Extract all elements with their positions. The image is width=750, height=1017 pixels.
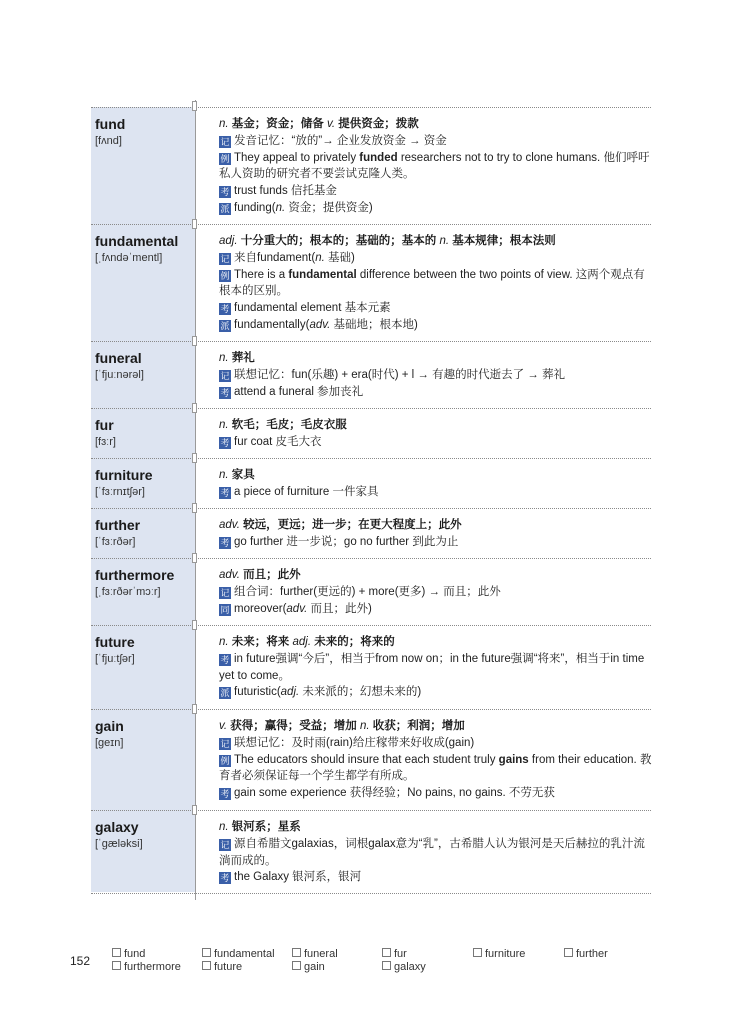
entry-fund <box>91 107 651 224</box>
definition <box>219 634 653 651</box>
text-span: fundamental element 基本元素 <box>234 302 391 315</box>
headword: further <box>95 517 141 533</box>
headword-block <box>95 417 193 449</box>
checkbox-icon[interactable] <box>202 948 211 957</box>
headword: furniture <box>95 467 153 483</box>
headword-block <box>95 567 193 599</box>
text-span: go further 进一步说；go no further 到此为止 <box>234 535 459 548</box>
text-span: 基本规律；根本法则 <box>449 235 556 247</box>
text-span: in future强调“今后”，相当于from now on；in the future强调“将来”，相当于in time yet to come。 <box>219 652 645 682</box>
label-badge-考: 考 <box>220 487 230 498</box>
text-span: They appeal to privately <box>234 151 360 164</box>
label-badge-记: 记 <box>220 738 230 749</box>
definition <box>219 350 653 367</box>
entry-galaxy <box>91 810 651 894</box>
text-span: 资金；提供资金) <box>285 201 373 214</box>
footer-word-gain[interactable] <box>292 961 325 973</box>
phonetic: [fɜːr] <box>95 436 116 448</box>
part-of-speech: n. <box>359 720 370 732</box>
entry-line <box>219 150 653 184</box>
label-badge-记: 记 <box>220 587 230 598</box>
page-number: 152 <box>70 954 91 968</box>
footer-word-label: galaxy <box>394 961 426 973</box>
headword-block <box>95 634 193 666</box>
text-span: difference between the two points of view. 这两个观点有根本的区别。 <box>219 268 645 298</box>
row-marker <box>192 503 197 513</box>
label-badge-考: 考 <box>220 387 230 398</box>
entry-line <box>219 267 653 301</box>
part-of-speech: n. <box>275 201 286 214</box>
headword: gain <box>95 718 124 734</box>
entry-line <box>219 484 653 501</box>
definition <box>219 467 653 484</box>
definition <box>219 233 653 250</box>
text-span: 葬礼 <box>228 352 255 364</box>
entry-line <box>219 434 653 451</box>
entry-body <box>219 467 653 501</box>
footer-word-label: furthermore <box>124 961 181 973</box>
definition <box>219 819 653 836</box>
entry-line <box>219 752 653 786</box>
definition <box>219 417 653 434</box>
text-span: 十分重大的；根本的；基础的；基本的 <box>237 235 440 247</box>
headword-block <box>95 116 193 148</box>
checkbox-icon[interactable] <box>202 961 211 970</box>
label-badge-同: 同 <box>220 604 230 615</box>
text-span: trust funds 信托基金 <box>234 185 337 198</box>
text-span: attend a funeral 参加丧礼 <box>234 385 364 398</box>
text-span: 源自希腊文galaxias，词根galax意为“乳”，古希腊人认为银河是天后赫拉的乳汁流淌而成的。 <box>219 837 645 867</box>
entry-body <box>219 718 653 802</box>
label-badge-记: 记 <box>220 136 230 147</box>
row-marker <box>192 403 197 413</box>
text-span: 未来的；将来的 <box>311 636 395 648</box>
label-badge-例: 例 <box>220 153 230 164</box>
footer-word-label: furniture <box>485 948 526 960</box>
entry-line <box>219 584 653 601</box>
label-badge-派: 派 <box>220 688 230 699</box>
entry-line <box>219 183 653 200</box>
entry-body <box>219 417 653 451</box>
row-marker <box>192 453 197 463</box>
row-marker <box>192 101 197 111</box>
headword: future <box>95 634 135 650</box>
headword-block <box>95 517 193 549</box>
footer-word-label: future <box>214 961 243 973</box>
text-span: 基础地；根本地) <box>330 318 418 331</box>
footer-word-furthermore[interactable] <box>112 961 181 973</box>
entry-body <box>219 350 653 400</box>
text-span: fundamentally( <box>234 318 310 331</box>
text-span: 基础) <box>324 251 355 264</box>
row-marker <box>192 620 197 630</box>
entry-line <box>219 384 653 401</box>
highlighted-headword: funded <box>359 151 398 164</box>
row-marker <box>192 336 197 346</box>
text-span: gain some experience 获得经验；No pains, no gains. 不劳无获 <box>234 787 555 800</box>
checkbox-icon[interactable] <box>564 948 573 957</box>
text-span: The educators should insure that each student truly <box>234 753 499 766</box>
text-span: There is a <box>234 268 289 281</box>
text-span: fur coat 皮毛大衣 <box>234 435 322 448</box>
headword: funeral <box>95 350 142 366</box>
part-of-speech: adv. <box>286 602 308 615</box>
entry-line <box>219 684 653 701</box>
headword: fundamental <box>95 233 179 249</box>
phonetic: [ˌfɜːrðərˈmɔːr] <box>95 586 161 598</box>
part-of-speech: adj. <box>280 686 300 699</box>
entry-line <box>219 735 653 752</box>
page-footer <box>0 940 750 980</box>
checkbox-icon[interactable] <box>112 961 121 970</box>
label-badge-考: 考 <box>220 537 230 548</box>
entry-gain <box>91 709 651 810</box>
label-badge-例: 例 <box>220 270 230 281</box>
row-marker <box>192 219 197 229</box>
footer-word-future[interactable] <box>202 961 242 973</box>
entry-furthermore <box>91 558 651 625</box>
footer-word-label: fur <box>394 948 407 960</box>
entry-body <box>219 567 653 617</box>
text-span: 而且；此外 <box>239 569 301 581</box>
definition <box>219 718 653 735</box>
footer-word-fundamental[interactable] <box>202 948 275 960</box>
checkbox-icon[interactable] <box>112 948 121 957</box>
label-badge-派: 派 <box>220 320 230 331</box>
label-badge-例: 例 <box>220 755 230 766</box>
phonetic: [ˈfɜːrðər] <box>95 536 136 548</box>
headword-block <box>95 819 193 851</box>
text-span: a piece of furniture 一件家具 <box>234 485 379 498</box>
footer-word-label: funeral <box>304 948 338 960</box>
footer-word-furniture[interactable] <box>473 948 525 960</box>
label-badge-派: 派 <box>220 203 230 214</box>
text-span: from their education. 教育者必须保证每一个学生都学有所成。 <box>219 753 652 783</box>
label-badge-考: 考 <box>220 789 230 800</box>
part-of-speech: v. <box>326 118 336 130</box>
label-badge-考: 考 <box>220 187 230 198</box>
footer-word-fund[interactable] <box>112 948 145 960</box>
footer-word-label: fund <box>124 948 146 960</box>
definition <box>219 517 653 534</box>
entry-furniture <box>91 458 651 508</box>
text-span: funding( <box>234 201 276 214</box>
entry-line <box>219 534 653 551</box>
label-badge-考: 考 <box>220 304 230 315</box>
label-badge-考: 考 <box>220 437 230 448</box>
entry-line <box>219 367 653 384</box>
headword-block <box>95 233 193 265</box>
definition <box>219 116 653 133</box>
entry-line <box>219 836 653 870</box>
headword: furthermore <box>95 567 175 583</box>
checkbox-icon[interactable] <box>292 948 301 957</box>
entry-funeral <box>91 341 651 408</box>
label-badge-记: 记 <box>220 253 230 264</box>
phonetic: [ˈfjuːnərəl] <box>95 369 144 381</box>
part-of-speech: adj. <box>292 636 312 648</box>
footer-word-fur[interactable] <box>382 948 407 960</box>
headword-block <box>95 467 193 499</box>
phonetic: [ˈfɜːrnɪtʃər] <box>95 486 145 498</box>
highlighted-headword: fundamental <box>288 268 357 281</box>
headword-block <box>95 718 193 750</box>
text-span: 银河系；星系 <box>228 821 301 833</box>
footer-word-galaxy[interactable] <box>382 961 426 973</box>
entry-body <box>219 233 653 334</box>
entry-line <box>219 651 653 685</box>
text-span: moreover( <box>234 602 287 615</box>
entry-body <box>219 634 653 701</box>
entry-body <box>219 517 653 551</box>
footer-word-label: gain <box>304 961 325 973</box>
phonetic: [fʌnd] <box>95 135 122 147</box>
headword: galaxy <box>95 819 139 835</box>
definition <box>219 567 653 584</box>
entry-line <box>219 785 653 802</box>
text-span: 未来；将来 <box>228 636 293 648</box>
part-of-speech: adv. <box>219 519 240 531</box>
part-of-speech: n. <box>219 636 229 648</box>
text-span: 获得；赢得；受益；增加 <box>227 720 360 732</box>
text-span: 较远，更远；进一步；在更大程度上；此外 <box>239 519 462 531</box>
part-of-speech: adv. <box>219 569 240 581</box>
part-of-speech: adv. <box>309 318 331 331</box>
entry-body <box>219 116 653 217</box>
footer-word-label: further <box>576 948 608 960</box>
label-badge-考: 考 <box>220 873 230 884</box>
label-badge-记: 记 <box>220 370 230 381</box>
text-span: 联想记忆：fun(乐趣) + era(时代) + l → 有趣的时代逝去了 → 葬礼 <box>234 368 565 381</box>
part-of-speech: n. <box>219 118 229 130</box>
entry-line <box>219 200 653 217</box>
entry-line <box>219 601 653 618</box>
text-span: 未来派的；幻想未来的) <box>299 686 422 699</box>
text-span: 软毛；毛皮；毛皮衣服 <box>228 419 347 431</box>
part-of-speech: n. <box>219 469 229 481</box>
entry-line <box>219 133 653 150</box>
part-of-speech: n. <box>219 821 229 833</box>
entry-line <box>219 317 653 334</box>
row-marker <box>192 553 197 563</box>
entry-future <box>91 625 651 709</box>
part-of-speech: n. <box>219 352 229 364</box>
headword-block <box>95 350 193 382</box>
phonetic: [ˈfjuːtʃər] <box>95 653 135 665</box>
part-of-speech: n. <box>219 419 229 431</box>
text-span: researchers not to try to clone humans. 他们呼吁私人资助的研究者不要尝试克隆人类。 <box>219 151 650 181</box>
text-span: 发音记忆：“放的”→ 企业发放资金 → 资金 <box>234 134 447 147</box>
row-marker <box>192 704 197 714</box>
footer-word-funeral[interactable] <box>292 948 338 960</box>
part-of-speech: n. <box>439 235 450 247</box>
text-span: 联想记忆：及时雨(rain)给庄稼带来好收成(gain) <box>234 736 475 749</box>
entry-body <box>219 819 653 886</box>
entry-line <box>219 300 653 317</box>
text-span: 家具 <box>228 469 255 481</box>
headword: fur <box>95 417 114 433</box>
text-span: 提供资金；拨款 <box>335 118 419 130</box>
text-span: the Galaxy 银河系，银河 <box>234 871 362 884</box>
label-badge-记: 记 <box>220 839 230 850</box>
row-marker <box>192 805 197 815</box>
text-span: futuristic( <box>234 686 281 699</box>
entry-line <box>219 250 653 267</box>
phonetic: [ɡeɪn] <box>95 737 124 749</box>
text-span: 基金；资金；储备 <box>228 118 327 130</box>
highlighted-headword: gains <box>498 753 529 766</box>
entry-line <box>219 869 653 886</box>
text-span: 收获；利润；增加 <box>369 720 465 732</box>
part-of-speech: n. <box>315 251 325 264</box>
phonetic: [ˈɡæləksi] <box>95 838 143 850</box>
label-badge-考: 考 <box>220 654 230 665</box>
text-span: 而且；此外) <box>307 602 372 615</box>
checkbox-icon[interactable] <box>473 948 482 957</box>
checkbox-icon[interactable] <box>382 961 391 970</box>
entry-fundamental <box>91 224 651 341</box>
entry-further <box>91 508 651 558</box>
part-of-speech: v. <box>219 720 228 732</box>
checkbox-icon[interactable] <box>382 948 391 957</box>
entry-list <box>91 107 651 894</box>
headword: fund <box>95 116 126 132</box>
part-of-speech: adj. <box>219 235 238 247</box>
entry-fur <box>91 408 651 458</box>
phonetic: [ˌfʌndəˈmentl] <box>95 252 163 264</box>
text-span: 来自fundament( <box>234 251 316 264</box>
footer-word-label: fundamental <box>214 948 275 960</box>
text-span: 组合词：further(更远的) + more(更多) → 而且；此外 <box>234 585 501 598</box>
footer-word-further[interactable] <box>564 948 608 960</box>
checkbox-icon[interactable] <box>292 961 301 970</box>
